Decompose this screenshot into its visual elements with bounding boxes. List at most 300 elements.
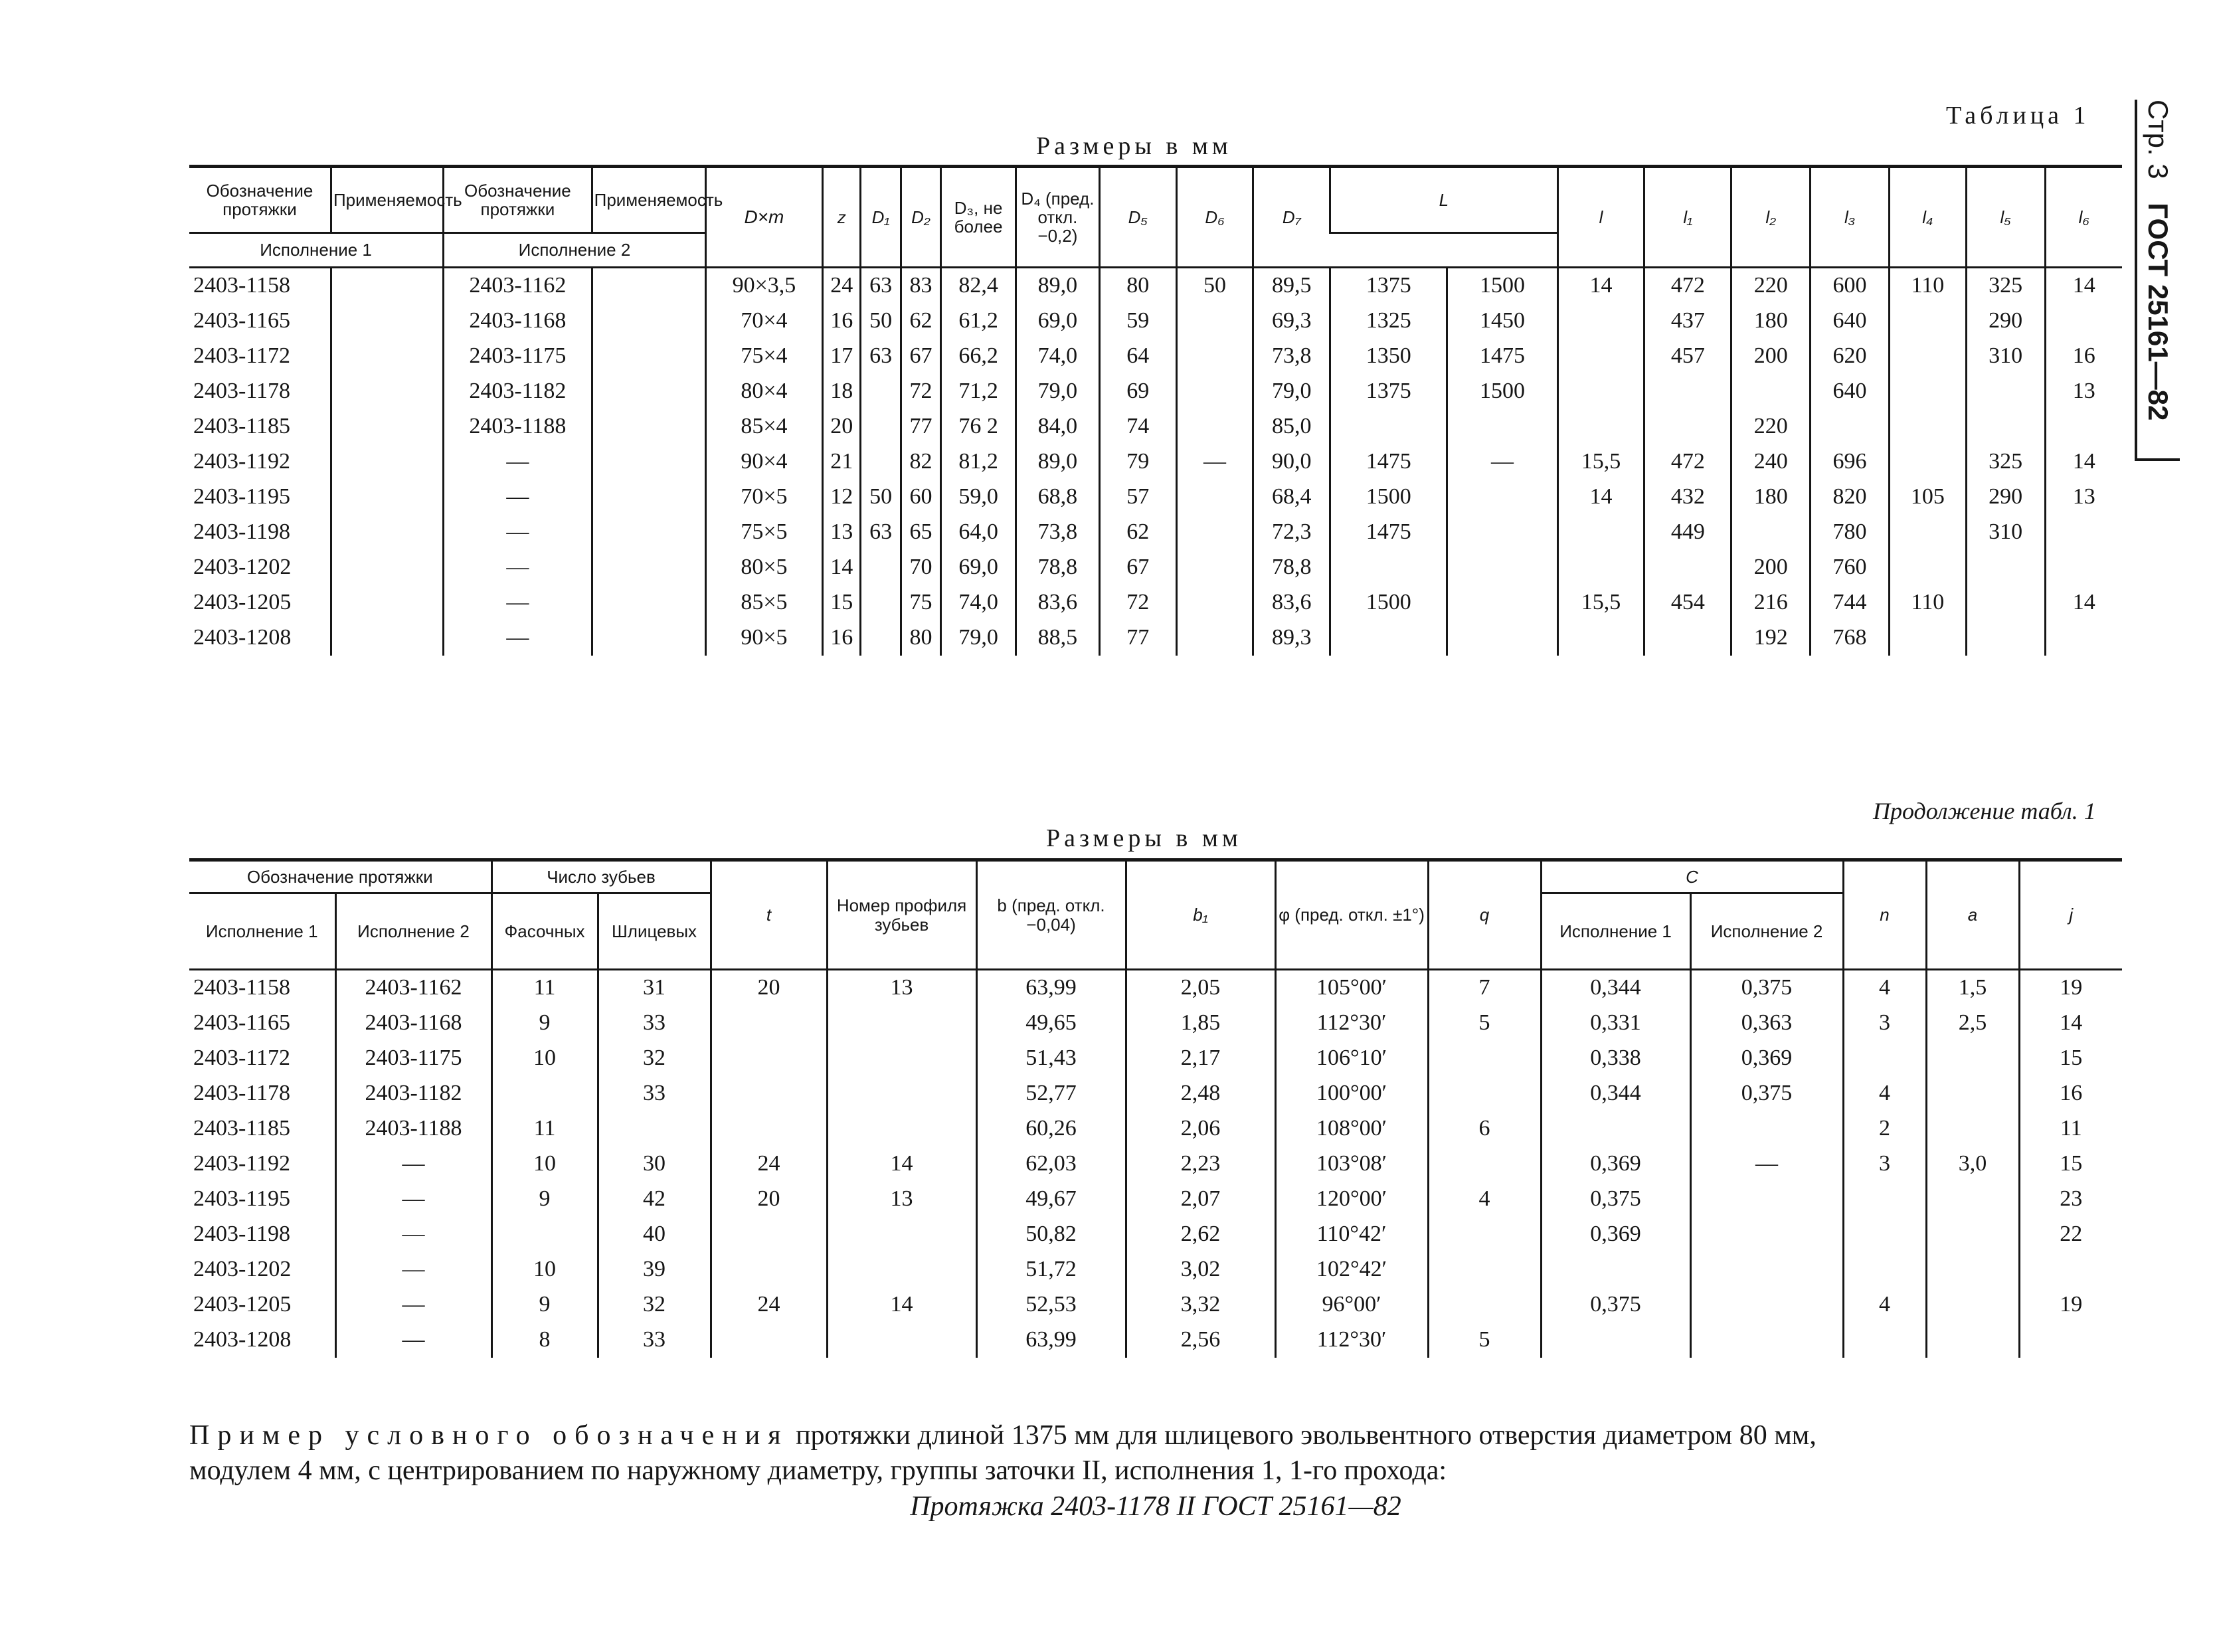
cell-ver2: 2403-1162 <box>335 970 491 1006</box>
table-row <box>189 970 2122 1006</box>
table-row <box>189 585 2122 620</box>
cell-chamfer: 11 <box>491 970 598 1006</box>
cell-L2: — <box>1447 444 1557 480</box>
continuation-label: Продолжение табл. 1 <box>1873 798 2096 824</box>
cell-chamfer: 9 <box>491 1182 598 1217</box>
cell-j: 19 <box>2019 1287 2122 1323</box>
cell-d5: 57 <box>1099 480 1176 515</box>
cell-ver1: 2403-1192 <box>193 449 291 474</box>
cell-j: 14 <box>2019 1006 2122 1041</box>
cell-n <box>1843 1182 1926 1217</box>
cell-l1: 472 <box>1644 268 1731 304</box>
cell-l5: 290 <box>1966 480 2045 515</box>
cell-z: 15 <box>823 585 861 620</box>
cell-t <box>711 1006 827 1041</box>
cell-l: 14 <box>1557 480 1644 515</box>
cell-chamfer <box>491 1076 598 1111</box>
cell-l: 14 <box>1557 268 1644 304</box>
cell-ver2: 2403-1162 <box>444 268 592 304</box>
cell-d7: 69,3 <box>1253 304 1330 339</box>
cell-spline: 32 <box>598 1041 711 1076</box>
cell-ver2: — <box>444 585 592 620</box>
t1-h-designation-2: Обозначение протяжки <box>444 167 592 233</box>
cell-ver1: 2403-1198 <box>193 519 291 545</box>
t1-h-dxm: D×m <box>705 167 822 268</box>
cell-l4 <box>1889 444 1966 480</box>
cell-chamfer: 9 <box>491 1287 598 1323</box>
cell-b1: 2,48 <box>1126 1076 1275 1111</box>
cell-l4: 105 <box>1889 480 1966 515</box>
cell-L1: 1350 <box>1330 339 1447 374</box>
cell-ver2: 2403-1168 <box>335 1006 491 1041</box>
cell-d1: 63 <box>861 268 901 304</box>
cell-chamfer <box>491 1217 598 1252</box>
cell-chamfer: 11 <box>491 1111 598 1147</box>
cell-spline: 42 <box>598 1182 711 1217</box>
cell-d1 <box>861 550 901 585</box>
cell-d3: 71,2 <box>941 374 1016 409</box>
cell-z: 17 <box>823 339 861 374</box>
t2-h-profile: Номер профиля зубьев <box>827 860 976 970</box>
cell-b: 51,72 <box>976 1252 1126 1287</box>
cell-app2 <box>592 515 705 550</box>
cell-b: 50,82 <box>976 1217 1126 1252</box>
cell-C1 <box>1541 1111 1690 1147</box>
cell-d6 <box>1176 409 1253 444</box>
cell-app2 <box>592 409 705 444</box>
cell-app1 <box>331 620 443 656</box>
cell-d1: 63 <box>861 339 901 374</box>
footnote-text2: модулем 4 мм, с центрированием по наружному диаметру, группы заточки II, исполнения 1, 1-го прохода: <box>189 1455 1447 1487</box>
cell-a: 2,5 <box>1926 1006 2019 1041</box>
cell-l6 <box>2045 304 2122 339</box>
cell-ver1: 2403-1208 <box>193 1327 292 1352</box>
cell-L1: 1475 <box>1330 444 1447 480</box>
t1-h-version1: Исполнение 1 <box>189 233 444 268</box>
t2-h-n: n <box>1843 860 1926 970</box>
cell-l <box>1557 620 1644 656</box>
cell-a <box>1926 1252 2019 1287</box>
cell-ver2: 2403-1168 <box>444 304 592 339</box>
cell-app2 <box>592 550 705 585</box>
cell-t <box>711 1252 827 1287</box>
t1-h-l6: l₆ <box>2045 167 2122 268</box>
cell-l3: 696 <box>1811 444 1890 480</box>
cell-C2 <box>1690 1287 1843 1323</box>
table-2-body <box>189 970 2122 1358</box>
cell-l2: 180 <box>1731 304 1811 339</box>
t2-h-version2: Исполнение 2 <box>335 893 491 970</box>
cell-spline <box>598 1111 711 1147</box>
cell-n: 2 <box>1843 1111 1926 1147</box>
table-2 <box>189 858 2122 1358</box>
cell-d7: 68,4 <box>1253 480 1330 515</box>
t1-h-l1: l₁ <box>1644 167 1731 268</box>
cell-n: 4 <box>1843 970 1926 1006</box>
cell-d2: 83 <box>901 268 940 304</box>
cell-d2: 80 <box>901 620 940 656</box>
table-row <box>189 1147 2122 1182</box>
t2-h-version1: Исполнение 1 <box>189 893 335 970</box>
cell-chamfer: 10 <box>491 1252 598 1287</box>
cell-app1 <box>331 550 443 585</box>
cell-ver2: — <box>444 550 592 585</box>
cell-a <box>1926 1182 2019 1217</box>
cell-n: 3 <box>1843 1006 1926 1041</box>
cell-l6 <box>2045 620 2122 656</box>
cell-j: 16 <box>2019 1076 2122 1111</box>
cell-b1: 2,07 <box>1126 1182 1275 1217</box>
cell-l4 <box>1889 374 1966 409</box>
t1-h-l2: l₂ <box>1731 167 1811 268</box>
cell-t: 24 <box>711 1287 827 1323</box>
cell-a <box>1926 1217 2019 1252</box>
cell-q <box>1428 1041 1541 1076</box>
cell-l3: 640 <box>1811 374 1890 409</box>
cell-a: 3,0 <box>1926 1147 2019 1182</box>
cell-L2 <box>1447 480 1557 515</box>
cell-l6: 14 <box>2045 585 2122 620</box>
t2-h-teeth: Число зубьев <box>491 860 711 893</box>
cell-spline: 30 <box>598 1147 711 1182</box>
cell-q <box>1428 1147 1541 1182</box>
cell-C1: 0,338 <box>1541 1041 1690 1076</box>
cell-C1: 0,369 <box>1541 1147 1690 1182</box>
cell-l2: 200 <box>1731 550 1811 585</box>
t2-h-designation: Обозначение протяжки <box>246 866 433 887</box>
t1-h-l: l <box>1557 167 1644 268</box>
cell-l2 <box>1731 515 1811 550</box>
cell-l1 <box>1644 374 1731 409</box>
cell-C2: 0,375 <box>1690 970 1843 1006</box>
cell-l5 <box>1966 620 2045 656</box>
table-row <box>189 1323 2122 1358</box>
cell-d7: 79,0 <box>1253 374 1330 409</box>
cell-j <box>2019 1323 2122 1358</box>
cell-l3: 768 <box>1811 620 1890 656</box>
table-row <box>189 550 2122 585</box>
cell-l3: 600 <box>1811 268 1890 304</box>
cell-j: 15 <box>2019 1041 2122 1076</box>
cell-phi: 108°00′ <box>1275 1111 1428 1147</box>
cell-l1 <box>1644 620 1731 656</box>
cell-l6 <box>2045 409 2122 444</box>
t2-h-b1: b₁ <box>1126 860 1275 970</box>
cell-n <box>1843 1217 1926 1252</box>
cell-j: 22 <box>2019 1217 2122 1252</box>
cell-profile: 14 <box>827 1147 976 1182</box>
cell-app2 <box>592 620 705 656</box>
cell-d5: 69 <box>1099 374 1176 409</box>
t1-h-d6: D₆ <box>1176 167 1253 268</box>
cell-b1: 2,56 <box>1126 1323 1275 1358</box>
cell-C2 <box>1690 1217 1843 1252</box>
cell-d4: 69,0 <box>1016 304 1099 339</box>
cell-d6 <box>1176 374 1253 409</box>
cell-z: 16 <box>823 620 861 656</box>
table-row <box>189 515 2122 550</box>
cell-n: 4 <box>1843 1076 1926 1111</box>
cell-profile: 13 <box>827 970 976 1006</box>
cell-d6: — <box>1176 444 1253 480</box>
cell-C2: 0,369 <box>1690 1041 1843 1076</box>
table-row <box>189 1041 2122 1076</box>
t1-h-l5: l₅ <box>1966 167 2045 268</box>
cell-L1: 1375 <box>1330 374 1447 409</box>
cell-t: 20 <box>711 1182 827 1217</box>
cell-d1 <box>861 409 901 444</box>
cell-dxm: 70×5 <box>705 480 822 515</box>
cell-L1: 1325 <box>1330 304 1447 339</box>
cell-L1 <box>1330 550 1447 585</box>
cell-spline: 33 <box>598 1006 711 1041</box>
cell-b: 52,77 <box>976 1076 1126 1111</box>
cell-d2: 72 <box>901 374 940 409</box>
cell-profile <box>827 1076 976 1111</box>
cell-app1 <box>331 339 443 374</box>
cell-l6: 13 <box>2045 374 2122 409</box>
cell-ver2: — <box>335 1323 491 1358</box>
cell-ver1: 2403-1202 <box>193 1257 292 1282</box>
cell-app2 <box>592 339 705 374</box>
cell-ver1: 2403-1198 <box>193 1222 291 1247</box>
cell-t <box>711 1217 827 1252</box>
cell-b: 63,99 <box>976 970 1126 1006</box>
cell-d4: 78,8 <box>1016 550 1099 585</box>
cell-app2 <box>592 444 705 480</box>
cell-d6 <box>1176 515 1253 550</box>
cell-ver2: 2403-1182 <box>444 374 592 409</box>
cell-b: 62,03 <box>976 1147 1126 1182</box>
cell-d6 <box>1176 339 1253 374</box>
cell-d5: 80 <box>1099 268 1176 304</box>
cell-z: 13 <box>823 515 861 550</box>
cell-d4: 88,5 <box>1016 620 1099 656</box>
cell-C1: 0,375 <box>1541 1182 1690 1217</box>
t2-h-q: q <box>1428 860 1541 970</box>
t1-h-version2: Исполнение 2 <box>444 233 706 268</box>
cell-l5: 310 <box>1966 515 2045 550</box>
cell-ver1: 2403-1195 <box>193 1186 291 1212</box>
table-row <box>189 268 2122 304</box>
cell-t: 20 <box>711 970 827 1006</box>
cell-d6 <box>1176 620 1253 656</box>
cell-l1 <box>1644 409 1731 444</box>
cell-l3: 744 <box>1811 585 1890 620</box>
cell-q: 4 <box>1428 1182 1541 1217</box>
cell-ver1: 2403-1172 <box>193 1046 291 1071</box>
cell-a <box>1926 1041 2019 1076</box>
cell-chamfer: 8 <box>491 1323 598 1358</box>
cell-t: 24 <box>711 1147 827 1182</box>
cell-q <box>1428 1076 1541 1111</box>
cell-C1: 0,369 <box>1541 1217 1690 1252</box>
cell-d6 <box>1176 550 1253 585</box>
t1-h-l4: l₄ <box>1889 167 1966 268</box>
cell-n <box>1843 1041 1926 1076</box>
cell-q <box>1428 1287 1541 1323</box>
t2-h-b: b (пред. откл. −0,04) <box>976 860 1126 970</box>
cell-L1: 1500 <box>1330 480 1447 515</box>
side-header <box>2135 100 2174 420</box>
cell-l4 <box>1889 339 1966 374</box>
cell-l5 <box>1966 585 2045 620</box>
cell-d3: 66,2 <box>941 339 1016 374</box>
t2-h-C1: Исполнение 1 <box>1541 893 1690 970</box>
cell-ver2: — <box>335 1147 491 1182</box>
cell-phi: 103°08′ <box>1275 1147 1428 1182</box>
cell-app1 <box>331 409 443 444</box>
cell-phi: 106°10′ <box>1275 1041 1428 1076</box>
cell-d5: 79 <box>1099 444 1176 480</box>
cell-l3: 780 <box>1811 515 1890 550</box>
table1-caption: Размеры в мм <box>1036 132 1232 160</box>
cell-ver2: 2403-1175 <box>444 339 592 374</box>
cell-app2 <box>592 304 705 339</box>
cell-C1 <box>1541 1252 1690 1287</box>
cell-q <box>1428 1217 1541 1252</box>
cell-l5 <box>1966 550 2045 585</box>
cell-spline: 32 <box>598 1287 711 1323</box>
t1-h-d3: D₃, не более <box>941 167 1016 268</box>
cell-ver1: 2403-1185 <box>193 1116 291 1141</box>
cell-l5: 325 <box>1966 444 2045 480</box>
cell-C1: 0,331 <box>1541 1006 1690 1041</box>
cell-ver2: — <box>335 1217 491 1252</box>
cell-L1: 1375 <box>1330 268 1447 304</box>
cell-l6: 14 <box>2045 444 2122 480</box>
cell-L2 <box>1447 409 1557 444</box>
cell-l2: 216 <box>1731 585 1811 620</box>
cell-b: 51,43 <box>976 1041 1126 1076</box>
cell-ver1: 2403-1178 <box>193 379 291 404</box>
cell-l1 <box>1644 550 1731 585</box>
cell-spline: 40 <box>598 1217 711 1252</box>
footnote-line1 <box>189 1418 2122 1453</box>
cell-d3: 61,2 <box>941 304 1016 339</box>
cell-n: 3 <box>1843 1147 1926 1182</box>
cell-app1 <box>331 304 443 339</box>
cell-d6 <box>1176 480 1253 515</box>
cell-b1: 2,62 <box>1126 1217 1275 1252</box>
table2-caption: Размеры в мм <box>1046 824 1242 852</box>
cell-l2: 192 <box>1731 620 1811 656</box>
cell-l: 15,5 <box>1557 585 1644 620</box>
cell-ver1: 2403-1205 <box>193 1292 292 1317</box>
cell-l2: 220 <box>1731 409 1811 444</box>
cell-C2 <box>1690 1182 1843 1217</box>
cell-d3: 74,0 <box>941 585 1016 620</box>
cell-l4 <box>1889 550 1966 585</box>
cell-d4: 84,0 <box>1016 409 1099 444</box>
cell-dxm: 85×4 <box>705 409 822 444</box>
cell-b1: 3,02 <box>1126 1252 1275 1287</box>
cell-d5: 59 <box>1099 304 1176 339</box>
cell-b: 60,26 <box>976 1111 1126 1147</box>
cell-d4: 89,0 <box>1016 268 1099 304</box>
cell-phi: 96°00′ <box>1275 1287 1428 1323</box>
table-row <box>189 1006 2122 1041</box>
t1-h-applicability-1: Применяемость <box>331 167 443 233</box>
cell-q: 7 <box>1428 970 1541 1006</box>
cell-l6: 16 <box>2045 339 2122 374</box>
table-row <box>189 620 2122 656</box>
cell-ver1: 2403-1158 <box>193 273 291 298</box>
cell-a <box>1926 1111 2019 1147</box>
cell-l3: 620 <box>1811 339 1890 374</box>
cell-d5: 72 <box>1099 585 1176 620</box>
cell-ver1: 2403-1165 <box>193 1010 291 1036</box>
t2-h-phi: φ (пред. откл. ±1°) <box>1275 860 1428 970</box>
cell-j: 19 <box>2019 970 2122 1006</box>
table-row <box>189 1182 2122 1217</box>
cell-phi: 105°00′ <box>1275 970 1428 1006</box>
cell-d4: 74,0 <box>1016 339 1099 374</box>
cell-phi: 112°30′ <box>1275 1323 1428 1358</box>
cell-z: 20 <box>823 409 861 444</box>
cell-L1 <box>1330 620 1447 656</box>
cell-b1: 3,32 <box>1126 1287 1275 1323</box>
cell-C1: 0,344 <box>1541 1076 1690 1111</box>
cell-l5: 325 <box>1966 268 2045 304</box>
table-row <box>189 1076 2122 1111</box>
cell-n <box>1843 1323 1926 1358</box>
cell-j: 15 <box>2019 1147 2122 1182</box>
table-row <box>189 480 2122 515</box>
cell-L2 <box>1447 515 1557 550</box>
cell-L2: 1500 <box>1447 374 1557 409</box>
cell-d3: 76 2 <box>941 409 1016 444</box>
cell-l1: 472 <box>1644 444 1731 480</box>
table-row <box>189 339 2122 374</box>
cell-C2 <box>1690 1252 1843 1287</box>
cell-b: 49,67 <box>976 1182 1126 1217</box>
t2-h-C: C <box>1541 860 1843 893</box>
cell-d3: 79,0 <box>941 620 1016 656</box>
cell-l <box>1557 515 1644 550</box>
cell-L2 <box>1447 550 1557 585</box>
cell-app1 <box>331 480 443 515</box>
cell-l6: 13 <box>2045 480 2122 515</box>
cell-L2: 1500 <box>1447 268 1557 304</box>
cell-l5: 310 <box>1966 339 2045 374</box>
t2-h-t: t <box>711 860 827 970</box>
cell-L2: 1475 <box>1447 339 1557 374</box>
cell-l5 <box>1966 409 2045 444</box>
cell-d7: 89,3 <box>1253 620 1330 656</box>
cell-dxm: 85×5 <box>705 585 822 620</box>
t1-h-d7: D₇ <box>1253 167 1330 268</box>
cell-z: 14 <box>823 550 861 585</box>
cell-d5: 62 <box>1099 515 1176 550</box>
cell-d6 <box>1176 304 1253 339</box>
cell-a: 1,5 <box>1926 970 2019 1006</box>
cell-d1: 50 <box>861 480 901 515</box>
cell-d2: 65 <box>901 515 940 550</box>
cell-z: 21 <box>823 444 861 480</box>
t1-h-d4: D₄ (пред. откл. −0,2) <box>1016 167 1099 268</box>
cell-app2 <box>592 585 705 620</box>
cell-l4 <box>1889 304 1966 339</box>
t1-h-d2: D₂ <box>901 167 940 268</box>
cell-a <box>1926 1076 2019 1111</box>
cell-L1 <box>1330 409 1447 444</box>
cell-l <box>1557 339 1644 374</box>
cell-d7: 72,3 <box>1253 515 1330 550</box>
cell-profile: 14 <box>827 1287 976 1323</box>
cell-ver1: 2403-1185 <box>193 414 291 439</box>
cell-d1: 50 <box>861 304 901 339</box>
